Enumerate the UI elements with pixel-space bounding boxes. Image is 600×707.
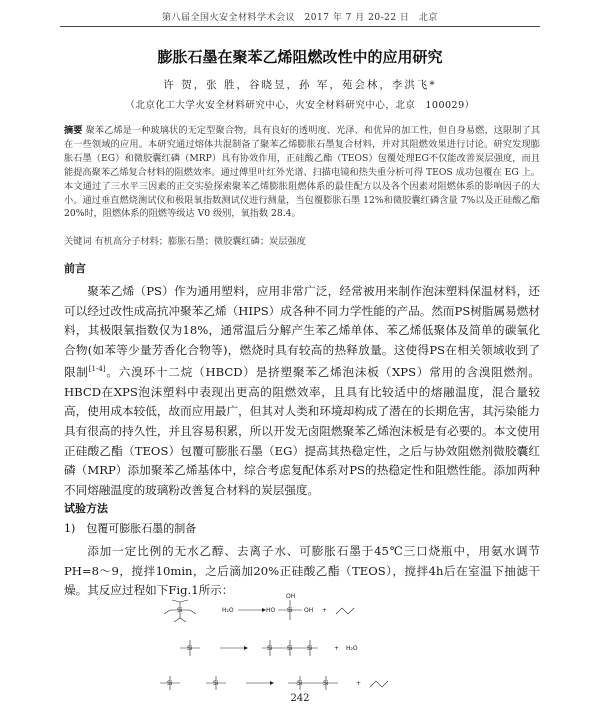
si-label: Si <box>167 680 173 687</box>
oh-label: OH <box>286 593 296 600</box>
keywords <box>64 235 540 248</box>
si-label: Si <box>267 645 273 652</box>
subsection-title: 1) 包覆可膨胀石墨的制备 <box>64 522 197 535</box>
intro-paragraph <box>64 282 540 500</box>
affiliation: （北京化工大学火安全材料研究中心，火安全材料研究中心，北京 100029） <box>125 100 475 111</box>
ho-label: HO <box>266 607 276 614</box>
abstract-text: 聚苯乙烯是一种玻璃状的无定型聚合物，具有良好的透明度、光泽、和优异的加工性，但自身易燃，这限制了其在一些领域的应用。本研究通过熔体共混制备了聚苯乙烯膨胀石墨复合材料，并对其阻燃效果进行讨论。研究发现膨胀石墨（EG）和微胶囊红磷（MRP）具有协效作用，正硅酸乙酯（TEOS）包覆处理EG不仅能改善炭层强度，而且能提高聚苯乙烯复合材料的阻燃效率。通过傅里叶红外光谱、扫描电镜和热失重分析可得 TEOS 成功包覆在 EG 上。本文通过了三水平三因素的正交实验探索聚苯乙烯膨胀阻燃体系的最佳配方以及各个因素对阻燃体系的影响因子的大小。通过垂直燃烧测试仪和极限氧指数测试仪进行测量，当包覆膨胀石墨 12%和微胶囊红磷含量 7%以及正硅酸乙酯 20%时，阻燃体系的阻燃等级达 V0 级别，氧指数 28.4。 <box>64 125 541 220</box>
plus-sign: + <box>356 680 362 687</box>
running-header: 第八届全国火安全材料学术会议 2017 年 7 月 20-22 日 北京 <box>60 10 540 27</box>
grafting-row <box>160 676 388 690</box>
oh-label: OH <box>304 607 314 614</box>
teos-molecule <box>164 600 196 622</box>
plus-sign: + <box>322 607 328 614</box>
h2o-label: H₂O <box>346 645 358 652</box>
reaction-scheme-figure <box>150 588 430 696</box>
si-label: Si <box>187 645 193 652</box>
keywords-label: 关键词 <box>64 236 92 247</box>
si-label: Si <box>307 645 313 652</box>
plus-sign: + <box>334 645 340 652</box>
intro-text-2: 。六溴环十二烷（HBCD）是挤塑聚苯乙烯泡沫板（XPS）常用的含溴阻燃剂。HBCD在XPS泡沫塑料中表现出更高的阻燃效率，且具有比较适中的熔融温度，混合量较高，使用成本较低，故而应用最广，但其对人类和环境却构成了潜在的长期危害，其污染能力具有很高的持久性，并且容易积累，所以开发无卤阻燃聚苯乙烯泡沫板是有必要的。本文使用正硅酸乙酯（TEOS）包覆可膨胀石墨（EG）提高其热稳定性，之后与协效阻燃剂微胶囊红磷（MRP）添加聚苯乙烯基体中，综合考虑复配体系对PS的热稳定性和阻燃性能。添加两种不同熔融温度的玻璃粉改善复合材料的炭层强度。 <box>64 365 540 497</box>
h2o-label: H₂O <box>222 607 234 614</box>
condensation-row <box>180 640 358 656</box>
ethanol-molecule <box>336 608 354 614</box>
intro-text-1: 聚苯乙烯（PS）作为通用塑料，应用非常广泛，经常被用来制作泡沫塑料保温材料，还可以经过改性成高抗冲聚苯乙烯（HIPS）成各种不同力学性能的产品。然而PS树脂属易燃材料，其极限氧指数仅为18%，通常温后分解产生苯乙烯单体、苯乙烯低聚体及简单的碳氧化合物(如苯等少量芳香化合物等)，燃烧时具有较高的热释放量。这使得PS在相关领域收到了限制 <box>64 284 540 380</box>
methods-heading: 试验方法 <box>64 502 108 515</box>
abstract <box>64 124 540 221</box>
intro-heading: 前言 <box>64 262 86 275</box>
si-label: Si <box>287 607 293 614</box>
paper-title: 膨胀石墨在聚苯乙烯阻燃改性中的应用研究 <box>157 48 443 66</box>
page-number: 242 <box>290 693 310 704</box>
si-label: Si <box>323 680 329 687</box>
keywords-text: 有机高分子材料；膨胀石墨；微胶囊红磷；炭层强度 <box>94 236 306 247</box>
author-list: 许 贺，张 胜，谷晓昱，孙 军，苑会林，李洪飞* <box>163 79 437 91</box>
silanol-molecule <box>266 593 313 620</box>
abstract-label: 摘要 <box>64 125 83 136</box>
si-label: Si <box>287 645 293 652</box>
method-paragraph: 添加一定比例的无水乙醇、去离子水、可膨胀石墨于45℃三口烧瓶中，用氨水调节PH=8～9，搅拌10min，之后滴加20%正硅酸乙酯（TEOS），搅拌4h后在室温下抽滤干燥。其反应过程如下Fig.1所示： <box>64 544 540 598</box>
citation: [1-4] <box>88 365 106 374</box>
si-label: Si <box>297 680 303 687</box>
si-atom-label: Si <box>177 607 183 614</box>
si-label: Si <box>213 680 219 687</box>
